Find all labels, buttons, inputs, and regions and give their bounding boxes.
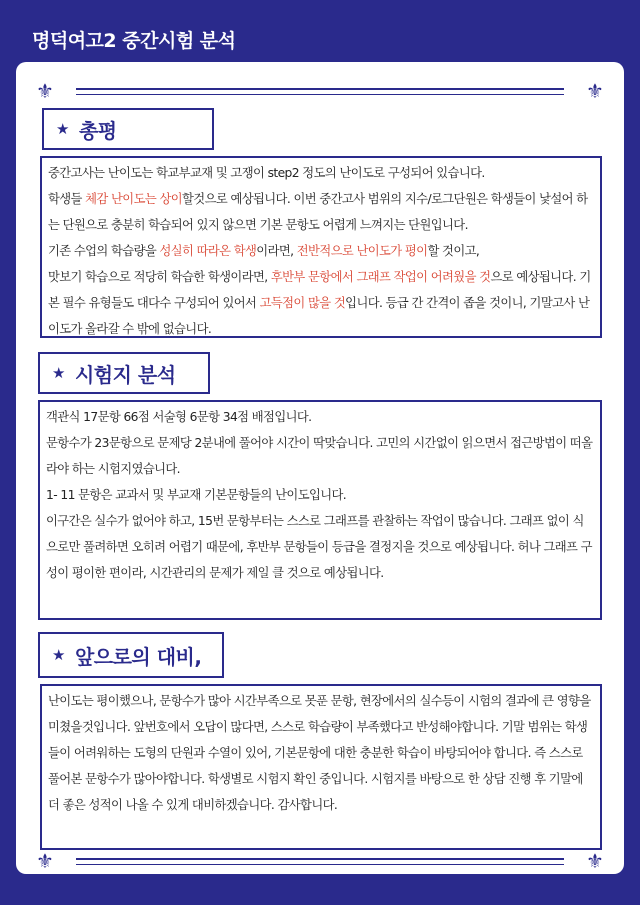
- star-icon: ★: [56, 120, 69, 138]
- highlight-text: 후반부 문항에서 그래프 작업이 어려웠을 것: [270, 270, 491, 284]
- analysis-paragraph: 문항수가 23문항으로 문제당 2분내에 풀어야 시간이 딱맞습니다. 고민의 시간없이 읽으면서 접근방법이 떠올라야 하는 시험지였습니다.: [46, 436, 593, 476]
- section-title-label: 총평: [78, 118, 117, 143]
- analysis-paragraph: 1- 11 문항은 교과서 및 부교재 기본문항들의 난이도입니다.: [46, 488, 347, 502]
- page-title: 명덕여고2 중간시험 분석: [32, 30, 236, 52]
- summary-paragraph: 기존 수업의 학습량을 성실히 따라온 학생이라면, 전반적으로 난이도가 평이할 것이고,: [48, 244, 480, 258]
- star-icon: ★: [52, 646, 65, 664]
- fleur-de-lis-icon: ⚜: [586, 79, 604, 103]
- section-title-label: 시험지 분석: [74, 362, 176, 387]
- highlight-text: 고득점이 많을 것: [259, 296, 346, 310]
- highlight-text: 체감 난이도는 상이: [85, 192, 183, 206]
- fleur-de-lis-icon: ⚜: [36, 849, 54, 873]
- section-title-label: 앞으로의 대비,: [74, 644, 202, 669]
- highlight-text: 전반적으로 난이도가 평이: [296, 244, 428, 258]
- top-divider: [76, 88, 564, 90]
- highlight-text: 성실히 따라온 학생: [159, 244, 257, 258]
- analysis-paragraph: 이구간은 실수가 없어야 하고, 15번 문항부터는 스스로 그래프를 관찰하는 작업이 많습니다. 그래프 없이 식으로만 풀려하면 오히려 어렵기 때문에, 후반부 문항들이 등급을 결정지을 것으로 예상됩니다. 허나 그래프 구성이 평이한 편이라, 시간관리의 문제가 제일 클 것으로 예상됩니다.: [46, 514, 592, 580]
- bottom-divider: [76, 864, 564, 865]
- analysis-box: [38, 400, 602, 620]
- future-box: [40, 684, 602, 850]
- section-title-analysis: [38, 352, 210, 394]
- analysis-paragraph: 객관식 17문항 66점 서술형 6문항 34점 배점입니다.: [46, 410, 312, 424]
- summary-paragraph: 맛보기 학습으로 적당히 학습한 학생이라면, 후반부 문항에서 그래프 작업이 어려웠을 것으로 예상됩니다. 기본 필수 유형들도 대다수 구성되어 있어서 고득점이 많을 것입니다. 등급 간 간격이 좁을 것이니, 기말고사 난이도가 올라갈 수 밖에 없습니다.: [48, 270, 591, 336]
- summary-paragraph: 학생들 체감 난이도는 상이할것으로 예상됩니다. 이번 중간고사 범위의 지수/로그단원은 학생들이 낯설어 하는 단원으로 충분히 학습되어 있지 않으면 기본 문항도 어렵게 느껴지는 단원입니다.: [48, 192, 588, 232]
- summary-box: [40, 156, 602, 338]
- section-title-summary: [42, 108, 214, 150]
- section-title-future: [38, 632, 224, 678]
- future-paragraph: 난이도는 평이했으나, 문항수가 많아 시간부족으로 못푼 문항, 현장에서의 실수등이 시험의 결과에 큰 영향을 미쳤을것입니다. 앞번호에서 오답이 많다면, 스스로 학습량이 부족했다고 반성해야합니다. 기말 범위는 학생들이 어려워하는 도형의 단원과 수열이 있어, 기본문항에 대한 충분한 학습이 바탕되어야 합니다. 즉 스스로 풀어본 문항수가 많아야합니다. 학생별로 시험지 확인 중입니다. 시험지를 바탕으로 한 상담 진행 후 기말에 더 좋은 성적이 나올 수 있게 대비하겠습니다. 감사합니다.: [48, 694, 591, 812]
- fleur-de-lis-icon: ⚜: [586, 849, 604, 873]
- bottom-divider: [76, 858, 564, 860]
- top-divider: [76, 94, 564, 95]
- fleur-de-lis-icon: ⚜: [36, 79, 54, 103]
- document-sheet: [16, 62, 624, 874]
- star-icon: ★: [52, 364, 65, 382]
- summary-paragraph: 중간고사는 난이도는 학교부교재 및 고쟁이 step2 정도의 난이도로 구성되어 있습니다.: [48, 166, 485, 180]
